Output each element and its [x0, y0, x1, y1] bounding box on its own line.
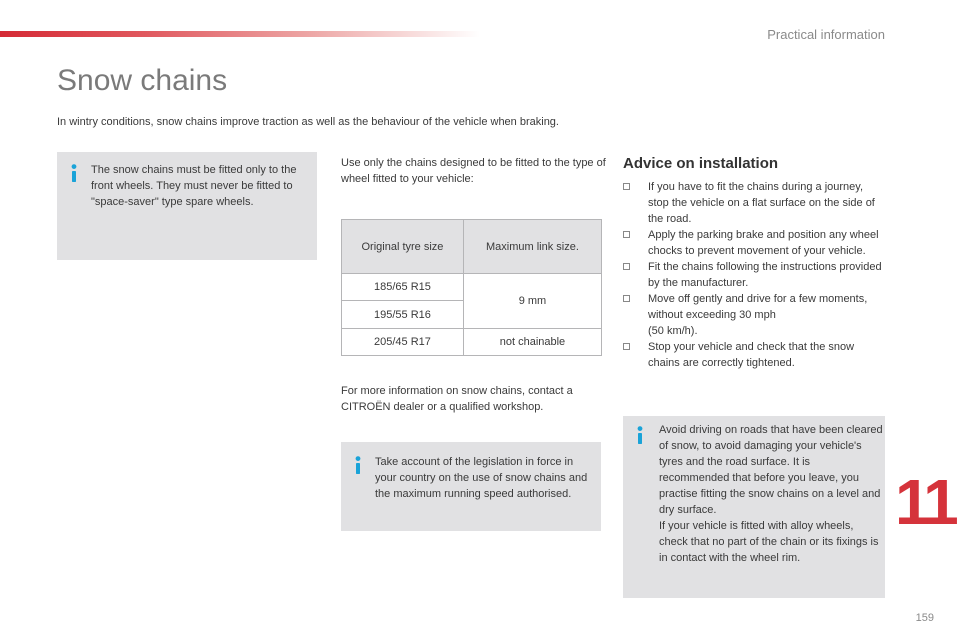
list-item [623, 339, 885, 371]
list-item-text: Fit the chains following the instructions provided by the manufacturer. [648, 261, 882, 289]
page-title: Snow chains [57, 64, 228, 97]
table-header-cell: Original tyre size [342, 220, 464, 274]
tyre-size-table [341, 219, 602, 356]
page-number: 159 [915, 612, 934, 624]
note-text: Avoid driving on roads that have been cleared of snow, to avoid damaging your vehicle's tyres and the road surface. It is recommended that before you leave, you practise fitting the snow chains on a level and dry surface. If your vehicle is fitted with alloy wheels, check that no part of the chain or its fixings is in contact with the wheel rim. [659, 424, 883, 564]
header-accent-bar [0, 31, 480, 37]
checkbox-bullet-icon [623, 183, 630, 190]
table-cell-link: 9 mm [463, 274, 601, 329]
note-front-wheels [57, 152, 317, 260]
checkbox-bullet-icon [623, 343, 630, 350]
list-item [623, 179, 885, 227]
list-item-text: Stop your vehicle and check that the snow chains are correctly tightened. [648, 341, 855, 369]
list-item-text: Apply the parking brake and position any wheel chocks to prevent movement of your vehicle. [648, 229, 879, 257]
list-item [623, 227, 885, 259]
more-info-paragraph: For more information on snow chains, contact a CITROËN dealer or a qualified workshop. [341, 385, 573, 413]
section-header: Practical information [767, 27, 885, 42]
table-cell-link: not chainable [463, 329, 601, 356]
info-icon [635, 426, 645, 446]
chapter-number: 11 [895, 466, 955, 538]
checkbox-bullet-icon [623, 263, 630, 270]
table-row [342, 329, 602, 356]
note-text: The snow chains must be fitted only to the front wheels. They must never be fitted to "space-saver" type spare wheels. [91, 164, 297, 208]
intro-paragraph: In wintry conditions, snow chains improve traction as well as the behaviour of the vehicle when braking. [57, 116, 559, 128]
advice-list [623, 179, 885, 371]
info-icon [69, 164, 79, 184]
table-cell-tyre: 185/65 R15 [342, 274, 464, 301]
advice-heading: Advice on installation [623, 155, 779, 172]
list-item [623, 259, 885, 291]
table-cell-tyre: 195/55 R16 [342, 301, 464, 329]
table-header-row [342, 220, 602, 274]
table-row [342, 274, 602, 301]
table-cell-tyre: 205/45 R17 [342, 329, 464, 356]
list-item-text: If you have to fit the chains during a journey, stop the vehicle on a flat surface on the side of the road. [648, 181, 875, 225]
info-icon [353, 456, 363, 476]
note-legislation [341, 442, 601, 531]
checkbox-bullet-icon [623, 231, 630, 238]
list-item-text: Move off gently and drive for a few moments, without exceeding 30 mph (50 km/h). [648, 293, 868, 337]
table-header-cell: Maximum link size. [463, 220, 601, 274]
list-item [623, 291, 885, 339]
checkbox-bullet-icon [623, 295, 630, 302]
note-avoid-cleared-roads [623, 416, 885, 598]
note-text: Take account of the legislation in force in your country on the use of snow chains and the maximum running speed authorised. [375, 456, 588, 500]
use-only-paragraph: Use only the chains designed to be fitted to the type of wheel fitted to your vehicle: [341, 157, 606, 185]
